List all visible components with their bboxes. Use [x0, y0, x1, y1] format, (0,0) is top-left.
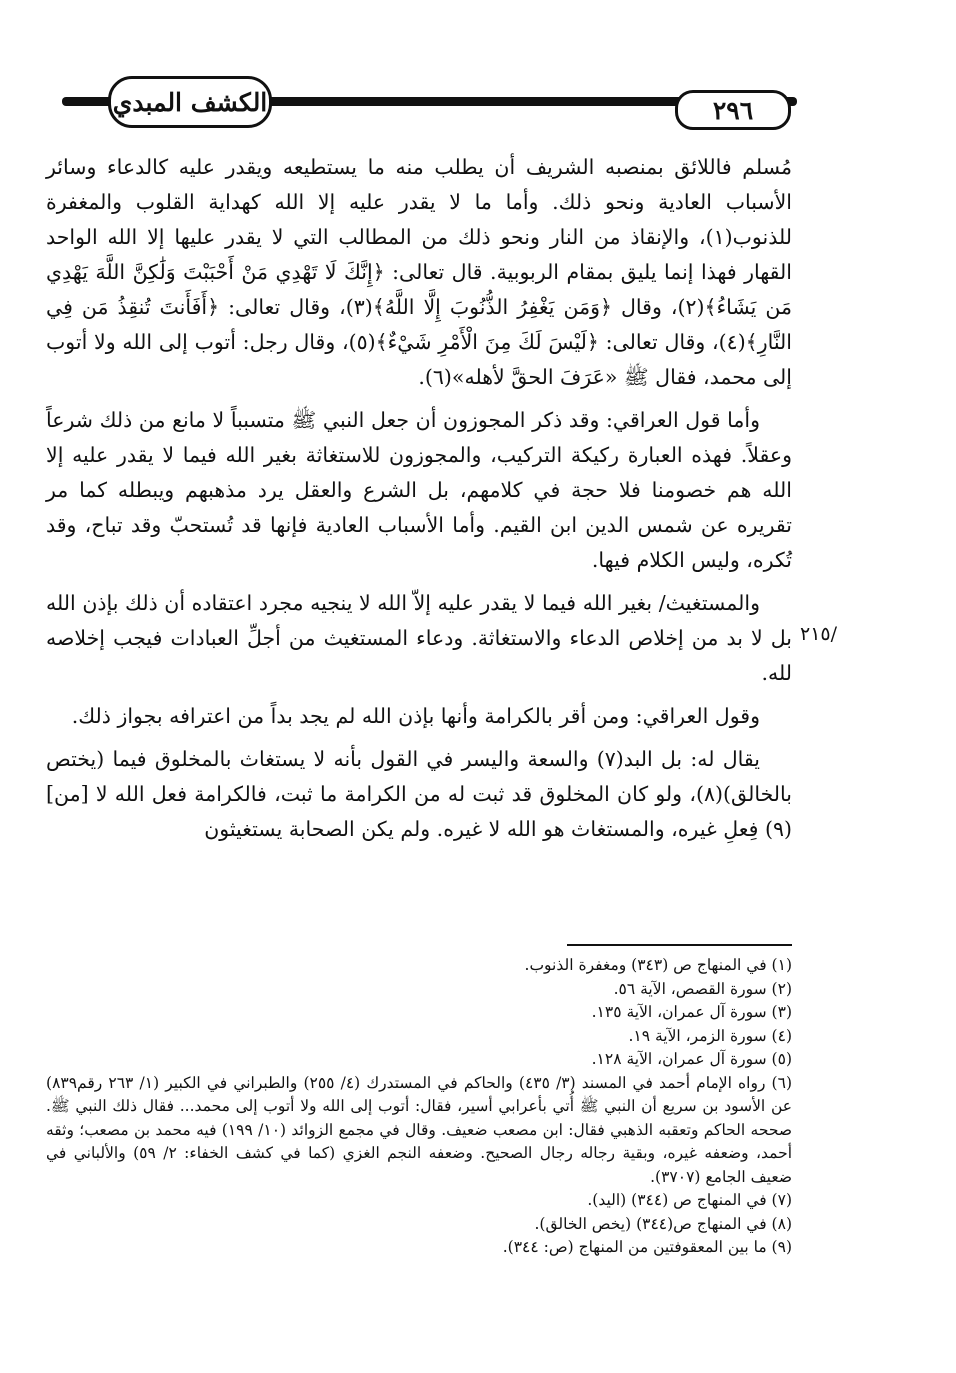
paragraph: والمستغيث/ بغير الله فيما لا يقدر عليه إلاّ الله لا ينجيه مجرد اعتقاده أن ذلك بإذن الله بل لا بد من إخلاص الدعاء والاستغاثة. ودعاء المستغيث من أجلِّ العبادات فيجب إخلاصه لله. [46, 591, 792, 685]
footnote: (٩) ما بين المعقوفتين من المنهاج (ص: ٣٤٤). [502, 1238, 792, 1256]
footnote: (٢) سورة القصص، الآية ٥٦. [613, 979, 792, 998]
footnote: (٧) في المنهاج ص (٣٤٤) (اليد). [587, 1191, 792, 1209]
footnote: (٤) سورة الزمر، الآية ١٩. [628, 1026, 792, 1045]
footnote-separator [567, 944, 792, 946]
manuscript-page-marker: /٢١٥ [800, 623, 838, 645]
footnote: (٥) سورة آل عمران، الآية ١٢٨. [591, 1050, 792, 1068]
footnotes [46, 954, 792, 1260]
book-title: الكشف المبدي [108, 76, 272, 128]
paragraph: يقال له: بل البد(٧) والسعة واليسر في القول بأنه لا يستغاث بالمخلوق فيما (يختص بالخالق)(٨)، ولو كان المخلوق قد ثبت له من الكرامة ما ثبت، فالكرامة فعل الله لا [من](٩) فِعلِ غيره، والمستغاث هو الله لا غيره. ولم يكن الصحابة يستغيثون [46, 747, 792, 841]
paragraph: وقول العراقي: ومن أقر بالكرامة وأنها بإذن الله لم يجد بداً من اعترافه بجواز ذلك. [71, 704, 760, 728]
footnote: (٦) رواه الإمام أحمد في المسند (٣/ ٤٣٥) والحاكم في المستدرك (٤/ ٢٥٥) والطبراني في الكبير (١/ ٢٦٣ رقم٨٣٩) عن الأسود بن سريع أن النبي ﷺ أُتي بأعرابي أسير، فقال: أتوب إلى الله ولا أتوب إلى محمد... فقال ذلك النبي ﷺ. صححه الحاكم وتعقبه الذهبي فقال: ابن مصعب ضعيف. وقال في مجمع الزوائد (١٠/ ١٩٩) فيه محمد بن مصعب؛ وثقه أحمد، وضعفه غيره، وبقية رجاله رجال الصحيح. وضعفه النجم الغزي (كما في كشف الخفاء: ٢/ ٥٩) والألباني في ضعيف الجامع (٣٧٠٧). [46, 1073, 792, 1186]
footnote: (٣) سورة آل عمران، الآية ١٣٥. [591, 1003, 792, 1021]
paragraph: مُسلم فاللائق بمنصبه الشريف أن يطلب منه ما يستطيعه ويقدر عليه كالدعاء وسائر الأسباب العادية ونحو ذلك. وأما ما لا يقدر عليه إلا الله كهداية القلوب والمغفرة للذنوب(١)، والإنقاذ من النار ونحو ذلك من المطالب التي لا يقدر عليها إلا الله الواحد القهار فهذا إنما يليق بمقام الربوبية. قال تعالى: ﴿إِنَّكَ لَا تَهْدِي مَنْ أَحْبَبْتَ وَلَٰكِنَّ اللَّهَ يَهْدِي مَن يَشَاءُ﴾(٢)، وقال ﴿وَمَن يَغْفِرُ الذُّنُوبَ إِلَّا اللَّهُ﴾(٣)، وقال تعالى: ﴿أَفَأَنتَ تُنقِذُ مَن فِي النَّارِ﴾(٤)، وقال تعالى: ﴿لَيْسَ لَكَ مِنَ الْأَمْرِ شَيْءٌ﴾(٥)، وقال رجل: أتوب إلى الله ولا أتوب إلى محمد، فقال ﷺ «عَرَفَ الحقَّ لأهله»(٦). [46, 155, 792, 389]
page-number: ٢٩٦ [675, 90, 791, 130]
footnote: (١) في المنهاج ص (٣٤٣) ومغفرة الذنوب. [524, 956, 792, 974]
main-text [46, 150, 792, 855]
footnote: (٨) في المنهاج ص(٣٤٤) (يخص الخالق). [534, 1214, 792, 1233]
paragraph: وأما قول العراقي: وقد ذكر المجوزون أن جعل النبي ﷺ متسبباً لا مانع من ذلك شرعاً وعقلاً. فهذه العبارة ركيكة التركيب، والمجوزون للاستغاثة بغير الله فيما لا يقدر عليه إلا الله هم خصومنا فلا حجة في كلامهم، بل الشرع والعقل يرد مذهبهم ويبطله كما مر تقريره عن شمس الدين ابن القيم. وأما الأسباب العادية فإنها قد تُستحبّ وقد تباح، وقد تُكره، وليس الكلام فيها. [46, 408, 792, 572]
